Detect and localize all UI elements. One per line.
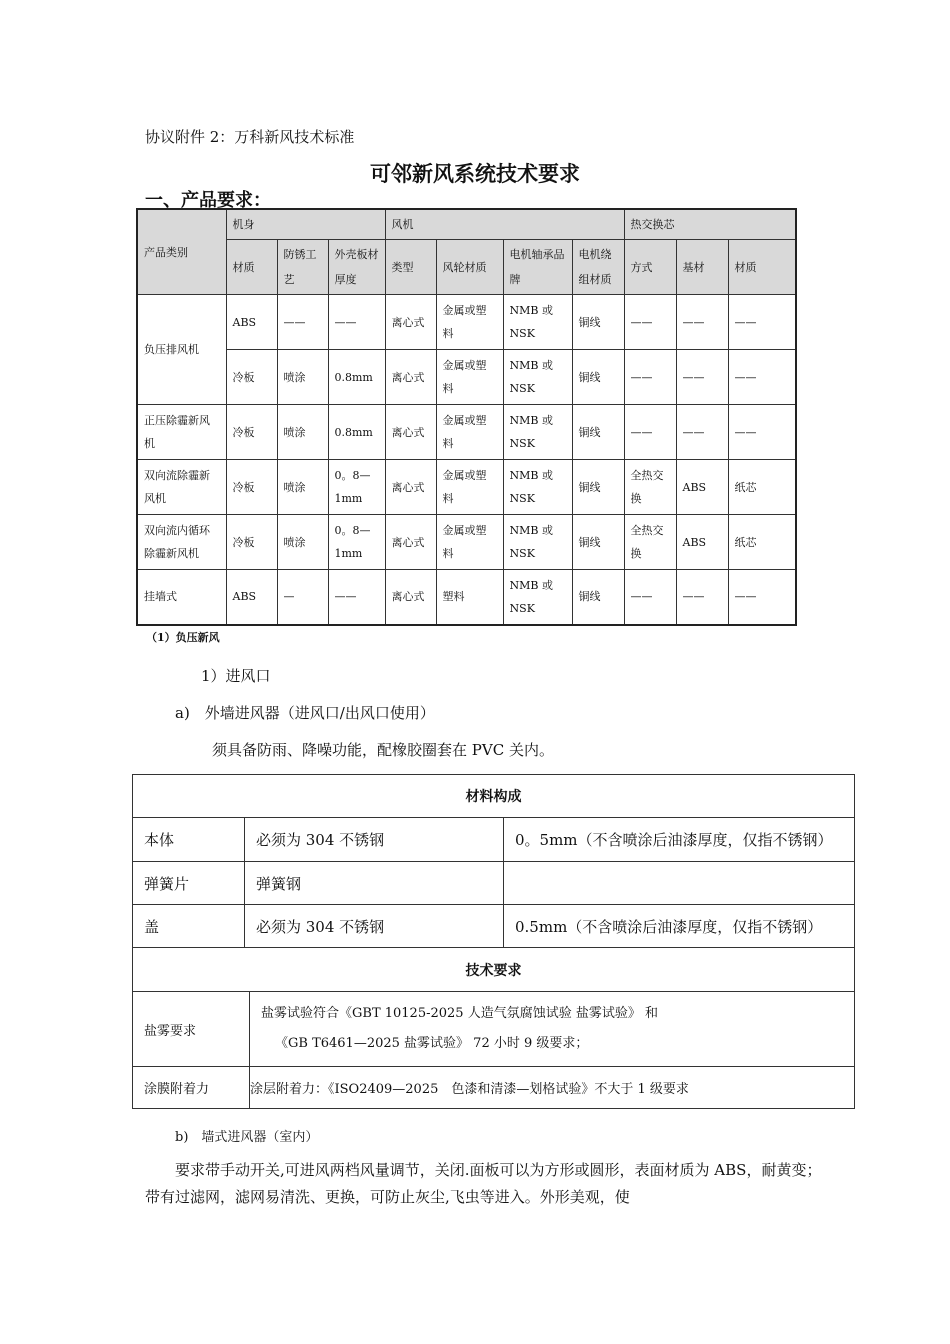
category-cell: 挂墙式	[137, 570, 226, 625]
material-part: 弹簧片	[133, 862, 245, 905]
table-cell: 金属或塑料	[436, 295, 503, 350]
column-header: 外壳板材厚度	[328, 240, 385, 295]
tech-requirement-line: 《GB T6461—2025 盐雾试验》 72 小时 9 级要求；	[275, 1036, 589, 1051]
column-header: 材质	[728, 240, 796, 295]
table-cell: 喷涂	[277, 460, 328, 515]
material-thickness: 0。5mm（不含喷涂后油漆厚度，仅指不锈钢）	[504, 818, 855, 862]
table-cell: 离心式	[385, 515, 436, 570]
table-cell: 离心式	[385, 350, 436, 405]
tech-title: 技术要求	[133, 948, 855, 992]
subsection-heading: 1）进风口	[201, 667, 271, 685]
table-cell: ABS	[676, 460, 728, 515]
table-cell: NMB 或 NSK	[503, 515, 572, 570]
table-cell: 冷板	[226, 515, 277, 570]
table-cell: 0.8mm	[328, 350, 385, 405]
column-header: 风轮材质	[436, 240, 503, 295]
material-spec: 必须为 304 不锈钢	[245, 905, 504, 948]
category-cell: 双向流除霾新风机	[137, 460, 226, 515]
table-cell: ——	[676, 350, 728, 405]
column-header: 电机轴承品牌	[503, 240, 572, 295]
group-header-fan: 风机	[385, 209, 624, 240]
material-spec: 弹簧钢	[245, 862, 504, 905]
table-cell: ABS	[676, 515, 728, 570]
material-tech-table	[132, 774, 855, 1109]
table-cell: 铜线	[572, 405, 624, 460]
table-cell: ——	[676, 295, 728, 350]
column-header: 类型	[385, 240, 436, 295]
table-cell: 0.8mm	[328, 405, 385, 460]
table-cell: 金属或塑料	[436, 460, 503, 515]
column-header: 防锈工艺	[277, 240, 328, 295]
table-cell: ——	[676, 570, 728, 625]
table-cell: 离心式	[385, 460, 436, 515]
table-cell: ——	[676, 405, 728, 460]
table-cell: NMB 或 NSK	[503, 295, 572, 350]
item-b-heading: b) 墙式进风器（室内）	[175, 1130, 319, 1145]
tech-requirement-text: 涂层附着力：《ISO2409—2025 色漆和清漆—划格试验》不大于 1 级要求	[250, 1067, 855, 1109]
material-part: 盖	[133, 905, 245, 948]
table-cell: 塑料	[436, 570, 503, 625]
group-header-body: 机身	[226, 209, 385, 240]
table-cell: ——	[728, 405, 796, 460]
category-cell: 负压排风机	[137, 295, 226, 405]
material-thickness	[504, 862, 855, 905]
table-cell: NMB 或 NSK	[503, 405, 572, 460]
table-cell: ABS	[226, 570, 277, 625]
table-cell: 全热交换	[624, 515, 676, 570]
table-cell: 纸芯	[728, 460, 796, 515]
item-b-description: 要求带手动开关,可进风两档风量调节，关闭.面板可以为方形或圆形，表面材质为 ABS，耐黄变；带有过滤网，滤网易清洗、更换，可防止灰尘,飞虫等进入。外形美观，使	[145, 1161, 822, 1206]
table-cell: 喷涂	[277, 350, 328, 405]
table-cell: 纸芯	[728, 515, 796, 570]
category-cell: 双向流内循环除霾新风机	[137, 515, 226, 570]
table-cell: 0。8—1mm	[328, 515, 385, 570]
table-cell: 冷板	[226, 350, 277, 405]
table-cell: ——	[624, 405, 676, 460]
table-cell: 0。8—1mm	[328, 460, 385, 515]
document-title: 可邻新风系统技术要求	[370, 161, 580, 186]
table-cell: ——	[728, 570, 796, 625]
table-cell: NMB 或 NSK	[503, 570, 572, 625]
table-cell: 金属或塑料	[436, 515, 503, 570]
table-cell: 铜线	[572, 570, 624, 625]
table-cell: 离心式	[385, 570, 436, 625]
table-cell: ——	[728, 350, 796, 405]
material-part: 本体	[133, 818, 245, 862]
tech-requirement-text	[250, 992, 855, 1067]
table-cell: 喷涂	[277, 515, 328, 570]
table-cell: 金属或塑料	[436, 405, 503, 460]
table-cell: 铜线	[572, 350, 624, 405]
table-cell: 冷板	[226, 405, 277, 460]
tech-requirement-name: 涂膜附着力	[133, 1067, 250, 1109]
table-cell: ABS	[226, 295, 277, 350]
table-cell: 金属或塑料	[436, 350, 503, 405]
table-cell: 冷板	[226, 460, 277, 515]
material-thickness: 0.5mm（不含喷涂后油漆厚度，仅指不锈钢）	[504, 905, 855, 948]
table-cell: 铜线	[572, 295, 624, 350]
column-header: 电机绕组材质	[572, 240, 624, 295]
section-heading: 一、产品要求：	[145, 190, 271, 211]
materials-title: 材料构成	[133, 775, 855, 818]
table-cell: ——	[328, 570, 385, 625]
table-cell: ——	[624, 350, 676, 405]
annex-label: 协议附件 2：万科新风技术标准	[145, 128, 355, 146]
table-cell: 铜线	[572, 515, 624, 570]
table-cell: 全热交换	[624, 460, 676, 515]
material-spec: 必须为 304 不锈钢	[245, 818, 504, 862]
category-cell: 正压除霾新风机	[137, 405, 226, 460]
item-a-description: 须具备防雨、降噪功能，配橡胶圈套在 PVC 关内。	[212, 741, 554, 759]
column-header: 材质	[226, 240, 277, 295]
table-cell: ——	[277, 295, 328, 350]
table-cell: 离心式	[385, 295, 436, 350]
product-requirements-table	[136, 208, 797, 626]
category-header: 产品类别	[137, 209, 226, 295]
table-cell: ——	[728, 295, 796, 350]
tech-requirement-line: 盐雾试验符合《GBT 10125-2025 人造气氛腐蚀试验 盐雾试验》 和	[261, 1006, 658, 1021]
column-header: 基材	[676, 240, 728, 295]
table-cell: 喷涂	[277, 405, 328, 460]
group-header-heat-exchanger: 热交换芯	[624, 209, 796, 240]
table-cell: ——	[624, 570, 676, 625]
table-cell: NMB 或 NSK	[503, 350, 572, 405]
tech-requirement-name: 盐雾要求	[133, 992, 250, 1067]
table-cell: 离心式	[385, 405, 436, 460]
table-note: （1）负压新风	[146, 631, 220, 644]
column-header: 方式	[624, 240, 676, 295]
table-cell: —	[277, 570, 328, 625]
table-cell: ——	[328, 295, 385, 350]
table-cell: 铜线	[572, 460, 624, 515]
table-cell: NMB 或 NSK	[503, 460, 572, 515]
table-cell: ——	[624, 295, 676, 350]
item-a-heading: a) 外墙进风器（进风口/出风口使用）	[175, 704, 435, 722]
